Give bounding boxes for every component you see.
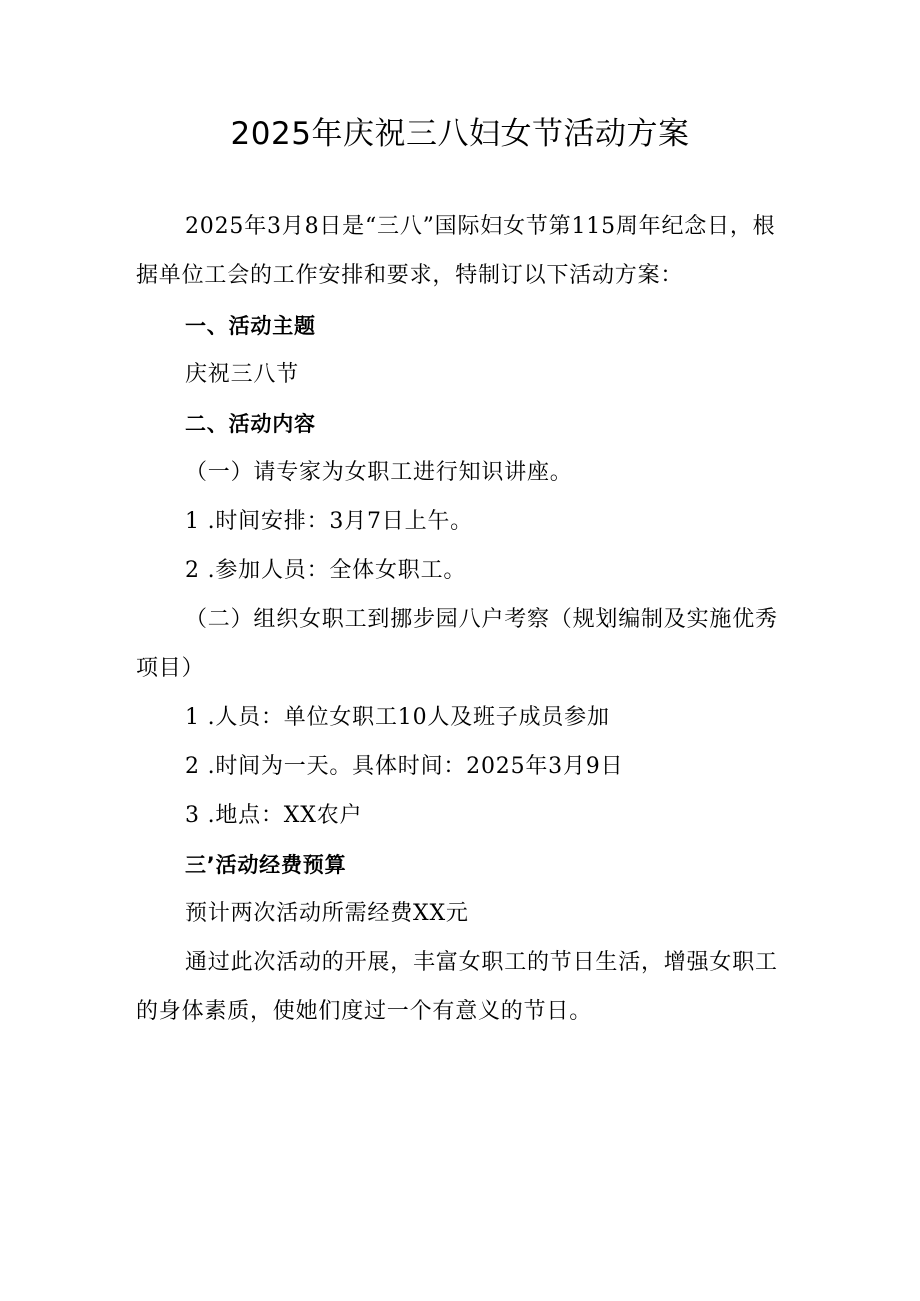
item2-heading-line-1: （二）组织女职工到挪步园八户考察（规划编制及实施优秀 (185, 607, 778, 632)
closing-line-1: 通过此次活动的开展，丰富女职工的节日生活，增强女职工 (185, 950, 778, 975)
document-title: 2025年庆祝三八妇女节活动方案 (230, 116, 690, 152)
closing-line-2: 的身体素质，使她们度过一个有意义的节日。 (136, 999, 593, 1024)
intro-line-2: 据单位工会的工作安排和要求，特制订以下活动方案： (136, 263, 684, 288)
item2-point-1: 1 .人员：单位女职工10人及班子成员参加 (185, 705, 610, 730)
item1-point-2: 2 .参加人员：全体女职工。 (185, 558, 467, 583)
item2-point-2: 2 .时间为一天。具体时间：2025年3月9日 (185, 754, 624, 779)
item1-heading: （一）请专家为女职工进行知识讲座。 (185, 460, 573, 485)
section1-heading: 一、活动主题 (185, 314, 316, 338)
section1-text: 庆祝三八节 (185, 362, 300, 387)
section3-text: 预计两次活动所需经费XX元 (185, 901, 469, 926)
intro-line-1: 2025年3月8日是“三八”国际妇女节第115周年纪念日，根 (185, 214, 776, 239)
item1-point-1: 1 .时间安排：3月7日上午。 (185, 509, 473, 534)
section3-heading: 三’活动经费预算 (185, 853, 347, 877)
item2-point-3: 3 .地点：XX农户 (185, 803, 363, 828)
section2-heading: 二、活动内容 (185, 412, 316, 436)
item2-heading-line-2: 项目） (136, 656, 205, 681)
